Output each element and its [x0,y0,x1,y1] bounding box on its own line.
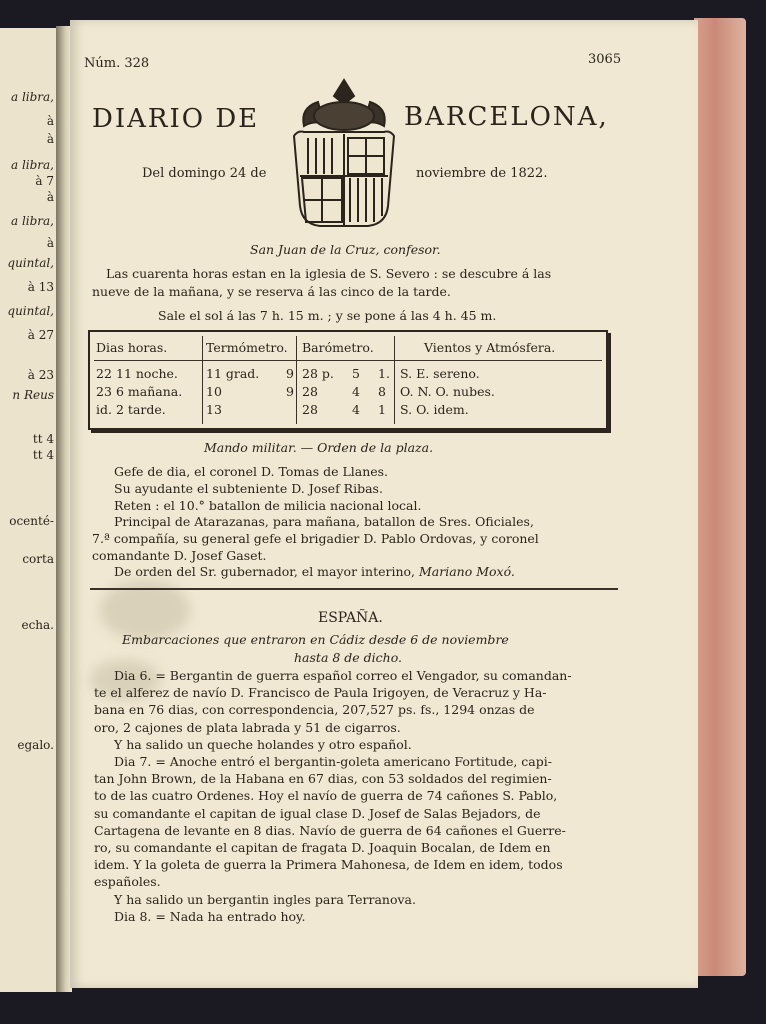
left-page-line: à [46,190,54,204]
weather-cell-baro-in: 28 p. [302,366,334,381]
military-heading: Mando militar. — Orden de la plaza. [204,440,434,455]
weather-header-days: Dias horas. [96,340,168,355]
left-page-line: corta [22,552,54,566]
military-line: 7.ª compañía, su general gefe el brigadier D. Pablo Ordovas, y coronel [92,531,539,547]
left-page-line: à 13 [27,280,54,294]
military-line: Su ayudante el subteniente D. Josef Ribas. [114,480,383,496]
weather-cell-day: 23 [96,384,112,399]
weather-cell-baro-f: 1. [378,366,390,381]
weather-cell-baro-in: 28 [302,384,318,399]
weather-header-barometer: Barómetro. [302,340,374,355]
military-order-signature: Mariano Moxó. [419,564,515,579]
espana-line: ro, su comandante el capitan de fragata D. Joaquin Bocalan, de Idem en [94,840,551,855]
weather-cell-therm: 10 [206,384,222,399]
espana-line: tan John Brown, de la Habana en 67 dias, con 53 soldados del regimien- [94,771,552,787]
espana-line: Dia 8. = Nada ha entrado hoy. [114,908,306,924]
newspaper-page [70,20,698,988]
weather-cell-wind: O. N. O. nubes. [400,384,495,399]
left-page-line: à 7 [35,174,54,188]
left-page-line: à [46,236,54,250]
left-page-line: quintal, [7,304,54,318]
issue-number: Núm. 328 [84,56,150,71]
weather-cell-baro-l: 5 [352,366,360,381]
masthead-left: DIARIO DE [92,104,260,134]
date-right: noviembre de 1822. [416,166,548,181]
espana-subheading-2: hasta 8 de dicho. [294,650,402,665]
military-line: Gefe de dia, el coronel D. Tomas de Llanes. [114,464,389,479]
weather-cell-baro-in: 28 [302,402,318,417]
page-number: 3065 [588,52,622,67]
left-page-line: quintal, [7,256,54,270]
left-page-line: à 27 [27,328,54,342]
weather-cell-baro-l: 4 [352,402,360,417]
weather-cell-therm: 11 grad. [206,366,260,381]
left-page-line: egalo. [17,738,54,752]
forty-hours-line-1: Las cuarenta horas estan en la iglesia de S. Severo : se descubre á las [106,266,552,281]
weather-table [88,330,608,430]
left-page-line: à [46,132,54,146]
left-page-line: tt 4 [32,432,54,446]
left-page-line: echa. [21,618,54,632]
left-page-line: a libra, [10,90,54,104]
left-page-line: n Reus [12,388,54,402]
header-divider [94,360,602,361]
weather-cell-therm-frac: 9 [286,366,294,381]
weather-cell-therm: 13 [206,402,222,417]
left-page-line: a libra, [10,158,54,172]
military-order-line [114,564,515,579]
left-page-line: à 23 [27,368,54,382]
section-rule [90,588,618,590]
sunrise-sunset: Sale el sol á las 7 h. 15 m. ; y se pone á las 4 h. 45 m. [158,308,497,323]
espana-line: te el alferez de navío D. Francisco de Paula Irigoyen, de Veracruz y Ha- [94,685,547,701]
weather-header-thermometer: Termómetro. [206,340,288,355]
weather-cell-day: id. [96,402,112,417]
military-order-prefix: De orden del Sr. gubernador, el mayor interino, [114,564,416,579]
weather-cell-baro-l: 4 [352,384,360,399]
espana-line: idem. Y la goleta de guerra la Primera Mahonesa, de Idem en idem, todos [94,857,563,873]
masthead-right: BARCELONA, [404,102,609,132]
column-divider [394,336,395,424]
page-edge [694,18,746,976]
military-line: Principal de Atarazanas, para mañana, batallon de Sres. Oficiales, [114,514,534,530]
weather-cell-time: 11 noche. [116,366,178,381]
date-left: Del domingo 24 de [142,166,267,181]
column-divider [202,336,203,424]
weather-cell-baro-f: 8 [378,384,386,399]
military-line: comandante D. Josef Gaset. [92,548,267,563]
weather-cell-day: 22 [96,366,112,381]
weather-cell-wind: S. O. idem. [400,402,469,417]
column-divider [296,336,297,424]
espana-line: Cartagena de levante en 8 dias. Navío de guerra de 64 cañones el Guerre- [94,822,566,838]
espana-line: oro, 2 cajones de plata labrada y 51 de cigarros. [94,719,401,735]
coat-of-arms-emblem [288,76,400,234]
left-facing-page [0,28,60,992]
weather-header-winds: Vientos y Atmósfera. [424,340,556,355]
espana-line: españoles. [94,874,161,890]
military-line: Reten : el 10.° batallon de milicia nacional local. [114,497,422,513]
weather-cell-baro-f: 1 [378,402,386,417]
weather-cell-wind: S. E. sereno. [400,366,480,381]
espana-line: bana en 76 dias, con correspondencia, 207,527 ps. fs., 1294 onzas de [94,702,535,718]
weather-cell-time: 2 tarde. [116,402,166,417]
left-page-line: à [46,114,54,128]
espana-line: to de las cuatro Ordenes. Hoy el navío de guerra de 74 cañones S. Pablo, [94,788,558,804]
espana-line: Y ha salido un bergantin ingles para Terranova. [114,891,416,907]
espana-line: Y ha salido un queche holandes y otro español. [114,736,412,752]
forty-hours-line-2: nueve de la mañana, y se reserva á las cinco de la tarde. [92,284,451,299]
espana-line: Dia 7. = Anoche entró el bergantin-goleta americano Fortitude, capi- [114,754,552,769]
left-page-line: a libra, [10,214,54,228]
weather-cell-therm-frac: 9 [286,384,294,399]
espana-line: Dia 6. = Bergantin de guerra español correo el Vengador, su comandan- [114,668,572,683]
left-page-line: tt 4 [32,448,54,462]
weather-cell-time: 6 mañana. [116,384,183,399]
espana-heading: ESPAÑA. [318,610,383,626]
saint-of-day: San Juan de la Cruz, confesor. [250,242,441,257]
espana-line: su comandante el capitan de igual clase D. Josef de Salas Bejadors, de [94,805,541,821]
left-page-line: ocenté- [9,514,54,528]
espana-subheading-1: Embarcaciones que entraron en Cádiz desde 6 de noviembre [122,632,509,647]
